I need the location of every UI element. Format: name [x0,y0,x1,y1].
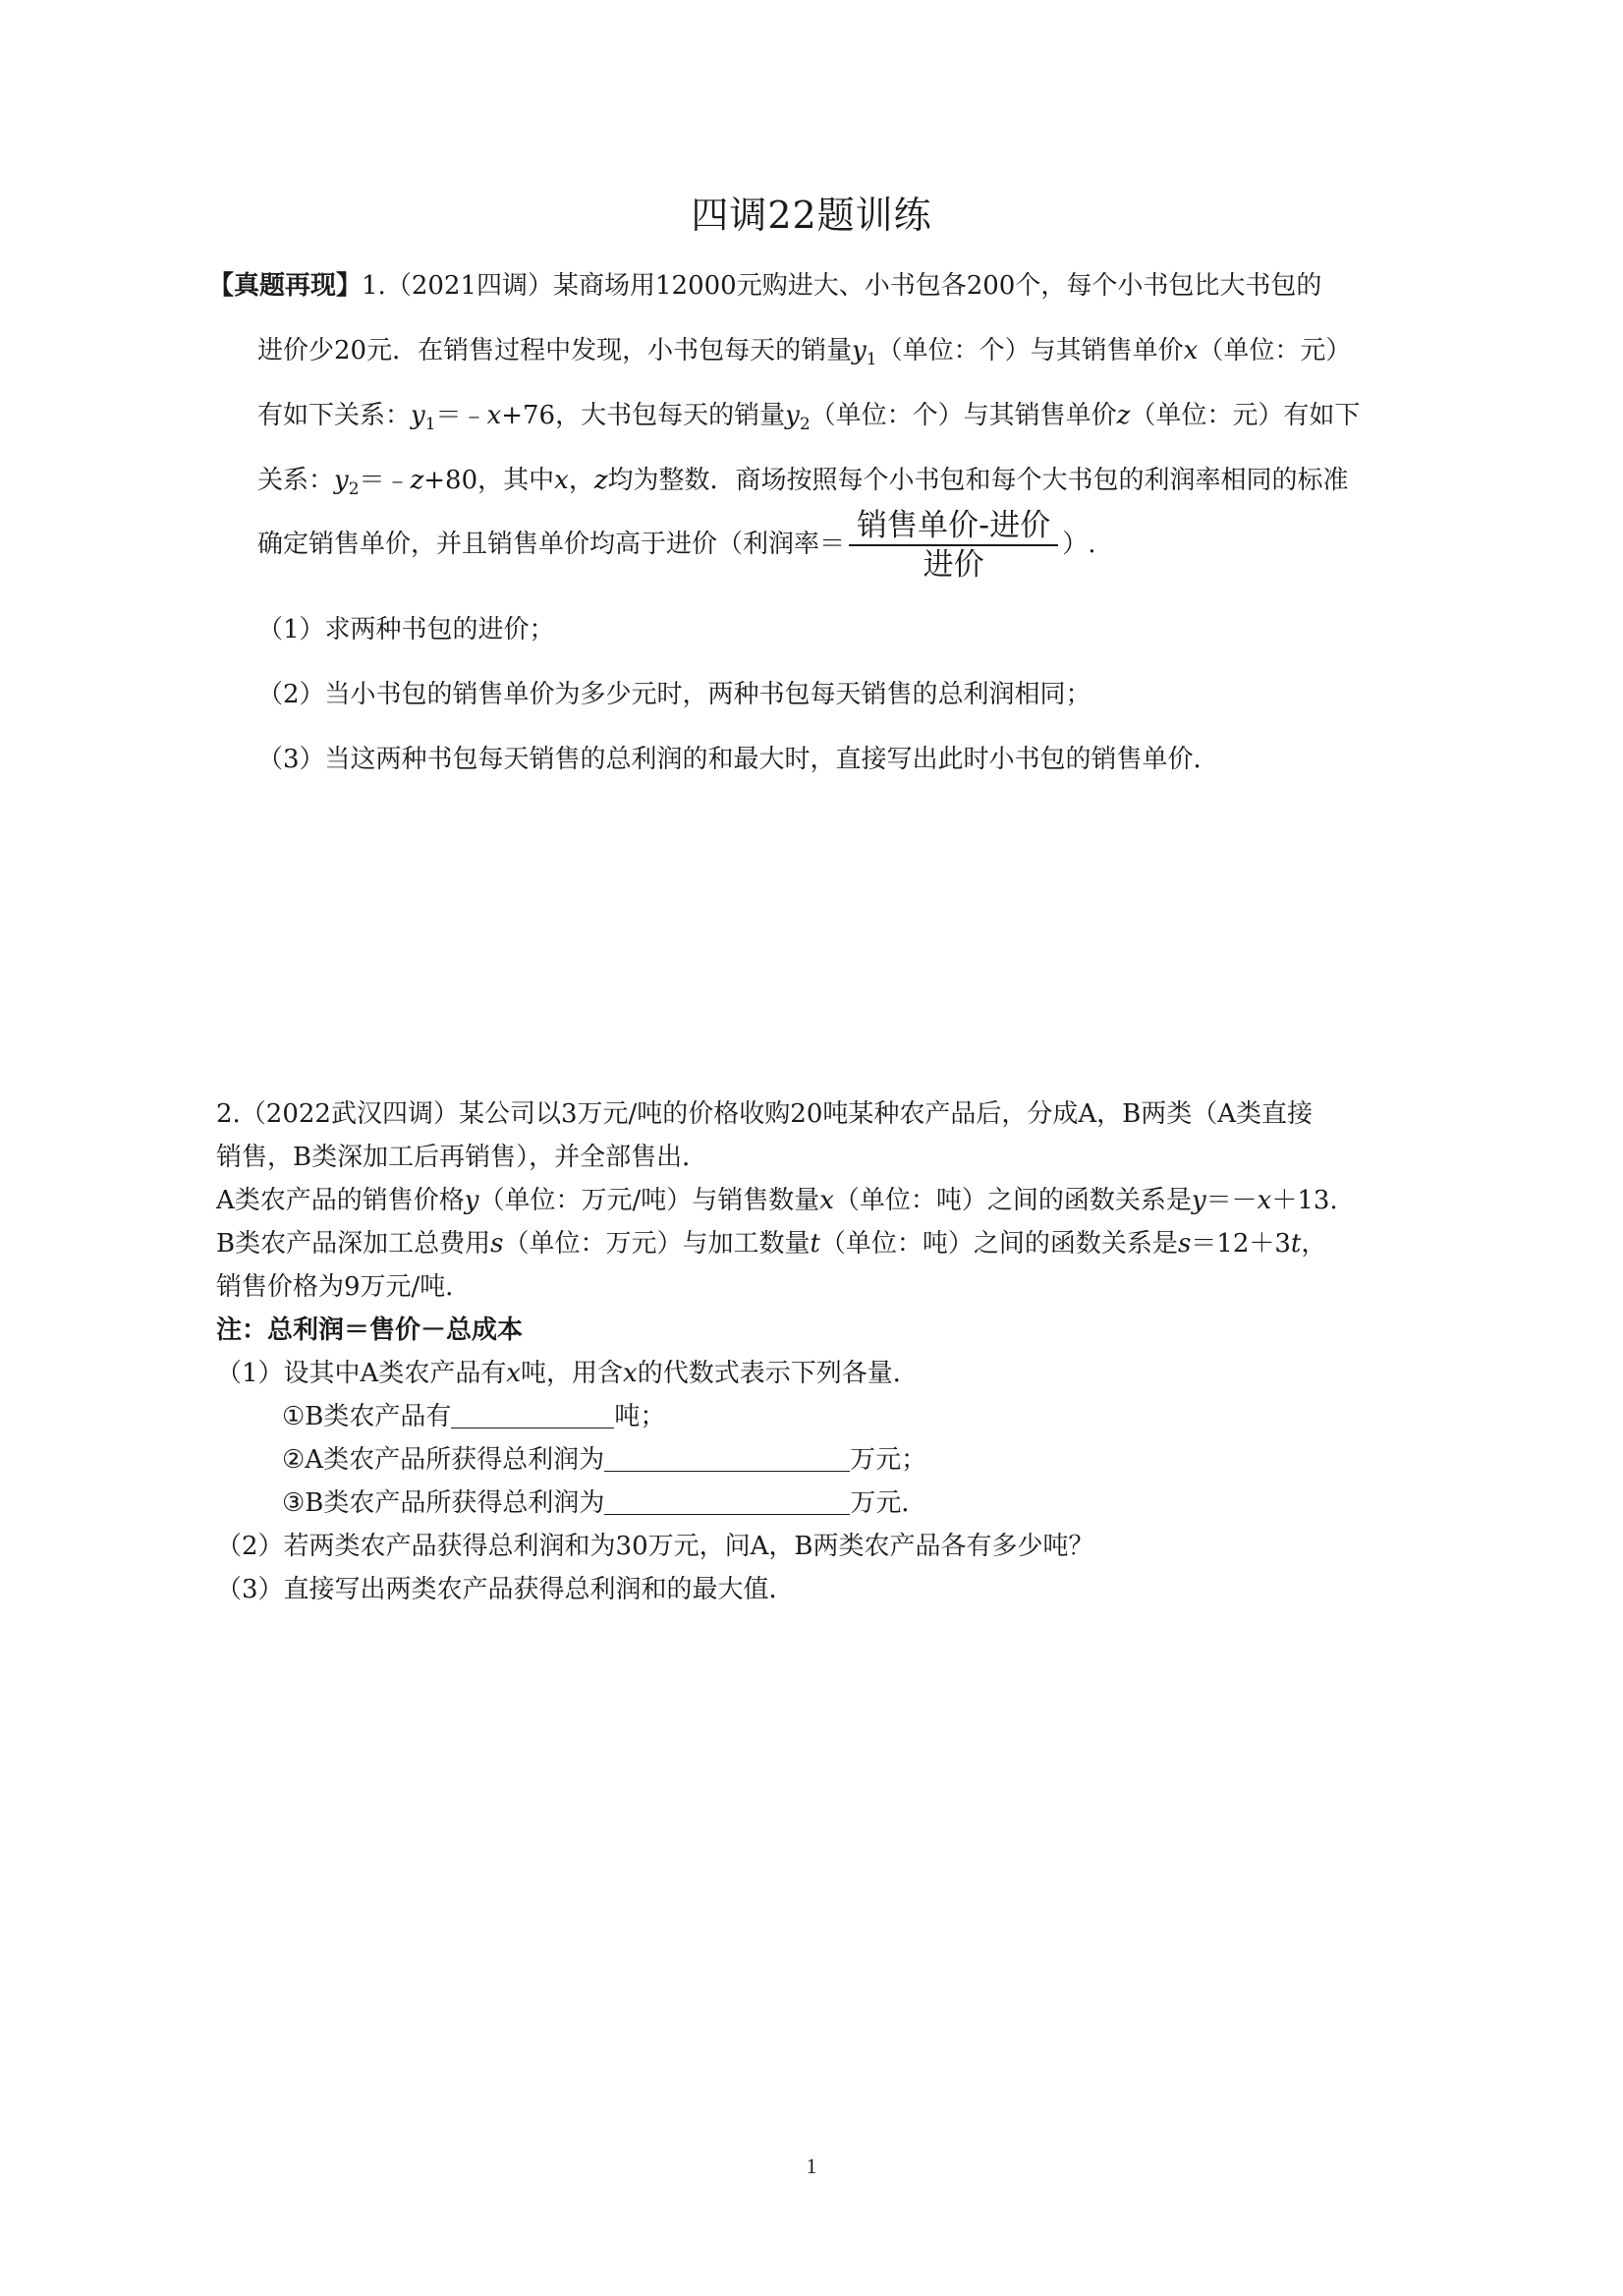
q1-line-4: 关系：$y_2=﹣z+80$，其中x，z均为整数．商场按照每个小书包和每个大书包的利润率相同的标准 [257,466,1349,499]
q2-line-4: B类农产品深加工总费用s（单位：万元）与加工数量t（单位：吨）之间的函数关系是s＝12＋3t， [216,1229,1327,1259]
q1-sub-3: （3）当这两种书包每天销售的总利润的和最大时，直接写出此时小书包的销售单价． [257,745,1219,774]
q1-line-5: 确定销售单价，并且销售单价均高于进价（利润率＝ $\frac{\text{销售单价-进价}}{\text{进价}}$ ）. [257,508,1096,583]
q2-line-3: A类农产品的销售价格y（单位：万元/吨）与销售数量x（单位：吨）之间的函数关系是y＝－x＋13. [216,1186,1338,1215]
q2-item-2: ②A类农产品所获得总利润为 万元； [282,1445,927,1475]
answer-blank-3[interactable] [604,1490,850,1515]
q2-sub-3: （3）直接写出两类农产品获得总利润和的最大值． [216,1575,795,1604]
q2-sub-2: （2）若两类农产品获得总利润和为30万元，问A，B两类农产品各有多少吨？ [216,1532,1094,1561]
fraction-numerator: 销售单价-进价 [849,507,1058,546]
answer-blank-2[interactable] [604,1447,850,1472]
q2-note: 注：总利润＝售价－总成本 [216,1316,524,1345]
q1-line-2: 进价少20元．在销售过程中发现，小书包每天的销量$y_1$（单位：个）与其销售单价x（单位：元） [257,336,1352,369]
q2-line-5: 销售价格为9万元/吨． [216,1272,472,1302]
page-number: 1 [806,2154,817,2178]
q2-sub-1: （1）设其中A类农产品有x吨，用含x的代数式表示下列各量． [216,1359,919,1388]
q2-item-3: ③B类农产品所获得总利润为 万元． [282,1488,927,1518]
q2-item-1: ①B类农产品有 吨； [282,1402,666,1431]
page-title: 四调22题训练 [691,194,932,237]
profit-rate-fraction [849,507,1058,584]
fraction-denominator: 进价 [923,547,984,583]
q2-line-2: 销售，B类深加工后再销售），并全部售出． [216,1143,708,1172]
q1-sub-1: （1）求两种书包的进价； [257,615,555,644]
q1-sub-2: （2）当小书包的销售单价为多少元时，两种书包每天销售的总利润相同； [257,680,1091,709]
q1-tag: 【真题再现】 [208,271,363,301]
q1-line-3: 有如下关系：$y_1=﹣x+76$，大书包每天的销量$y_2$（单位：个）与其销售单价z（单位：元）有如下 [257,401,1361,434]
q1-line-1: 【真题再现】1.（2021四调）某商场用12000元购进大、小书包各200个，每个小书包比大书包的 [208,271,1322,301]
q2-line-1: 2.（2022武汉四调）某公司以3万元/吨的价格收购20吨某种农产品后，分成A，B两类（A类直接 [216,1099,1314,1129]
answer-blank-1[interactable] [451,1404,614,1428]
